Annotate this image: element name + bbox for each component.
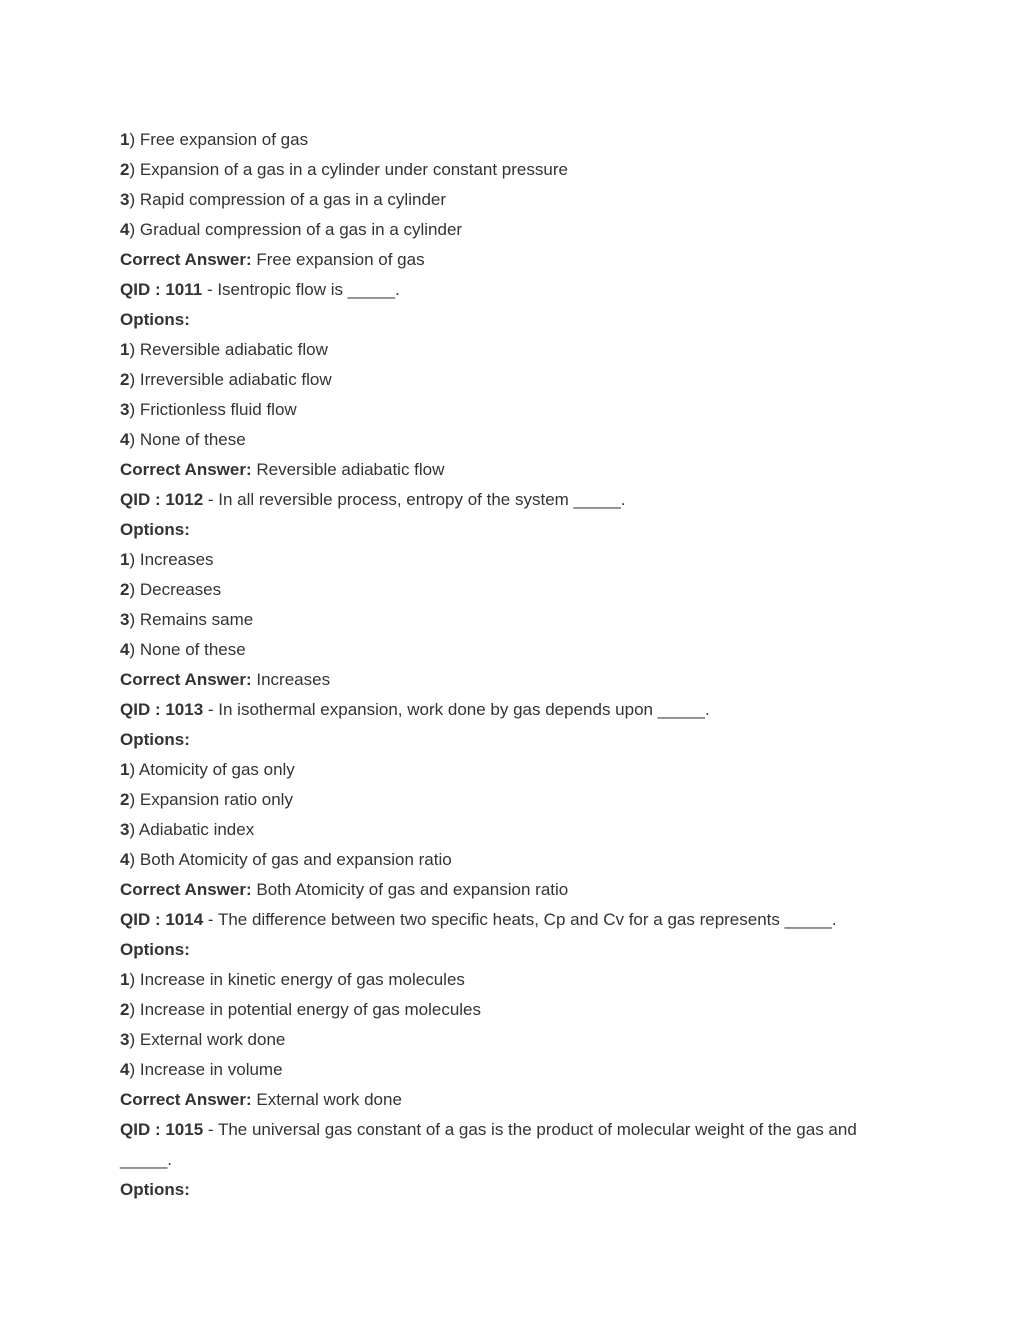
- option-text: ) Increase in potential energy of gas molecules: [129, 1000, 481, 1019]
- option-number: 1: [120, 760, 130, 779]
- option-text: ) Adiabatic index: [129, 820, 255, 839]
- question-id: QID : 1014: [120, 910, 204, 929]
- option-line: [120, 545, 900, 575]
- option-text: ) Increase in kinetic energy of gas molecules: [129, 970, 465, 989]
- correct-answer-text: Free expansion of gas: [256, 250, 425, 269]
- correct-answer-line: [120, 245, 900, 275]
- correct-answer-line: [120, 875, 900, 905]
- correct-answer-label: Correct Answer:: [120, 250, 252, 269]
- option-line: [120, 635, 900, 665]
- option-number: 4: [120, 850, 130, 869]
- correct-answer-line: [120, 455, 900, 485]
- option-line: [120, 125, 900, 155]
- question-text: - The universal gas constant of a gas is the product of molecular weight of the gas and _____.: [120, 1120, 857, 1169]
- option-line: [120, 755, 900, 785]
- option-line: [120, 815, 900, 845]
- option-text: ) Increases: [129, 550, 214, 569]
- option-text: ) External work done: [129, 1030, 286, 1049]
- option-number: 2: [120, 160, 130, 179]
- option-text: ) Rapid compression of a gas in a cylinder: [129, 190, 447, 209]
- option-text: ) None of these: [129, 430, 246, 449]
- option-number: 3: [120, 190, 130, 209]
- option-line: [120, 1055, 900, 1085]
- option-text: ) Both Atomicity of gas and expansion ratio: [129, 850, 452, 869]
- correct-answer-label: Correct Answer:: [120, 670, 252, 689]
- option-text: ) Irreversible adiabatic flow: [129, 370, 332, 389]
- option-text: ) Frictionless fluid flow: [129, 400, 297, 419]
- option-text: ) Free expansion of gas: [129, 130, 309, 149]
- correct-answer-text: External work done: [256, 1090, 402, 1109]
- correct-answer-line: [120, 665, 900, 695]
- option-number: 4: [120, 1060, 130, 1079]
- option-number: 3: [120, 1030, 130, 1049]
- correct-answer-label: Correct Answer:: [120, 460, 252, 479]
- option-number: 4: [120, 430, 130, 449]
- option-text: ) Expansion ratio only: [129, 790, 293, 809]
- option-number: 2: [120, 370, 130, 389]
- option-text: ) Reversible adiabatic flow: [129, 340, 328, 359]
- correct-answer-label: Correct Answer:: [120, 1090, 252, 1109]
- option-number: 3: [120, 610, 130, 629]
- correct-answer-text: Both Atomicity of gas and expansion ratio: [256, 880, 569, 899]
- option-number: 1: [120, 340, 130, 359]
- option-text: ) None of these: [129, 640, 246, 659]
- correct-answer-text: Reversible adiabatic flow: [256, 460, 445, 479]
- option-line: [120, 605, 900, 635]
- option-number: 3: [120, 820, 130, 839]
- option-line: [120, 365, 900, 395]
- options-heading: Options:: [120, 940, 190, 959]
- option-number: 1: [120, 970, 130, 989]
- option-number: 2: [120, 580, 130, 599]
- option-line: [120, 215, 900, 245]
- option-line: [120, 395, 900, 425]
- question-line: [120, 905, 900, 935]
- option-line: [120, 845, 900, 875]
- option-line: [120, 1025, 900, 1055]
- option-text: ) Expansion of a gas in a cylinder under constant pressure: [129, 160, 568, 179]
- option-number: 4: [120, 640, 130, 659]
- options-heading: Options:: [120, 1180, 190, 1199]
- correct-answer-text: Increases: [256, 670, 331, 689]
- question-id: QID : 1011: [120, 280, 203, 299]
- option-line: [120, 185, 900, 215]
- question-text: - In isothermal expansion, work done by gas depends upon _____.: [203, 700, 710, 719]
- option-line: [120, 335, 900, 365]
- question-id: QID : 1013: [120, 700, 204, 719]
- question-id: QID : 1015: [120, 1120, 204, 1139]
- option-text: ) Remains same: [129, 610, 254, 629]
- correct-answer-line: [120, 1085, 900, 1115]
- option-text: ) Decreases: [129, 580, 222, 599]
- option-line: [120, 995, 900, 1025]
- option-number: 2: [120, 1000, 130, 1019]
- option-line: [120, 785, 900, 815]
- question-line: [120, 485, 900, 515]
- option-line: [120, 425, 900, 455]
- option-line: [120, 575, 900, 605]
- question-text: - In all reversible process, entropy of the system _____.: [203, 490, 626, 509]
- option-number: 1: [120, 130, 130, 149]
- options-heading: Options:: [120, 310, 190, 329]
- options-heading: Options:: [120, 730, 190, 749]
- option-number: 3: [120, 400, 130, 419]
- question-text: - The difference between two specific heats, Cp and Cv for a gas represents _____.: [203, 910, 837, 929]
- question-line: [120, 1115, 900, 1175]
- option-number: 1: [120, 550, 130, 569]
- question-id: QID : 1012: [120, 490, 204, 509]
- document-page: [120, 125, 900, 1205]
- option-text: ) Gradual compression of a gas in a cylinder: [129, 220, 463, 239]
- option-number: 4: [120, 220, 130, 239]
- option-text: ) Atomicity of gas only: [129, 760, 295, 779]
- option-line: [120, 155, 900, 185]
- question-line: [120, 695, 900, 725]
- question-line: [120, 275, 900, 305]
- question-text: - Isentropic flow is _____.: [202, 280, 400, 299]
- correct-answer-label: Correct Answer:: [120, 880, 252, 899]
- option-text: ) Increase in volume: [129, 1060, 283, 1079]
- options-heading: Options:: [120, 520, 190, 539]
- option-number: 2: [120, 790, 130, 809]
- option-line: [120, 965, 900, 995]
